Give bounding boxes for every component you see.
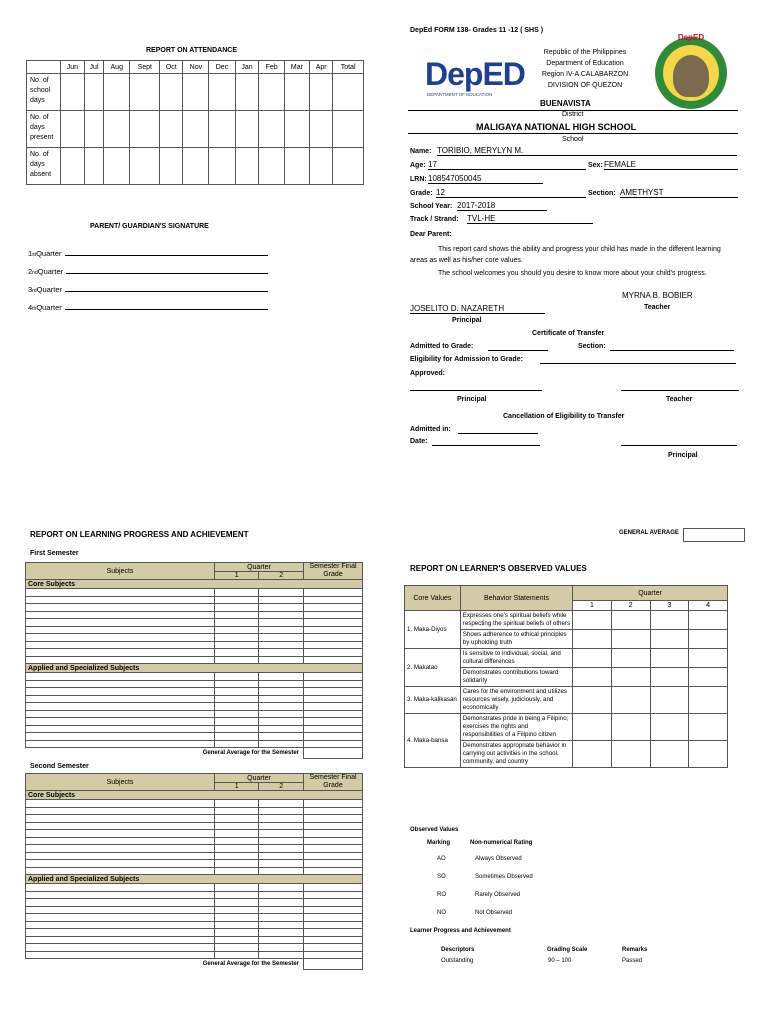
quarter-number: 2 bbox=[28, 267, 33, 276]
quarter-2-header: 2 bbox=[259, 572, 304, 580]
attendance-row bbox=[27, 111, 364, 148]
deped-logo bbox=[425, 56, 525, 106]
rating-cell[interactable] bbox=[650, 687, 689, 714]
rating-cell[interactable] bbox=[689, 687, 728, 714]
values-title: REPORT ON LEARNER'S OBSERVED VALUES bbox=[410, 564, 587, 573]
principal-label: Principal bbox=[452, 317, 482, 324]
signature-row bbox=[28, 294, 268, 312]
school-value: MALIGAYA NATIONAL HIGH SCHOOL bbox=[476, 122, 637, 132]
date-label: Date: bbox=[410, 438, 428, 445]
rating-text: Rarely Observed bbox=[475, 892, 521, 898]
rating-mark: RO bbox=[437, 892, 446, 898]
lrn-value: 108547050045 bbox=[428, 174, 543, 184]
subject-row[interactable] bbox=[26, 611, 363, 619]
values-quarter-number: 3 bbox=[650, 601, 689, 611]
remarks-header: Remarks bbox=[622, 947, 648, 953]
rating-mark: AO bbox=[437, 856, 446, 862]
attendance-cell[interactable] bbox=[183, 148, 209, 185]
descriptors-header: Descriptors bbox=[441, 947, 475, 953]
subject-row[interactable] bbox=[26, 891, 363, 899]
attendance-row bbox=[27, 74, 364, 111]
attendance-month-header: Oct bbox=[160, 61, 183, 74]
district-label: District bbox=[562, 111, 584, 118]
attendance-cell[interactable] bbox=[61, 148, 85, 185]
attendance-cell[interactable] bbox=[259, 111, 284, 148]
rating-legend-row bbox=[432, 874, 582, 892]
attendance-cell[interactable] bbox=[104, 148, 130, 185]
region-line: Region IV-A CALABARZON bbox=[541, 71, 629, 78]
department-line: Department of Education bbox=[546, 60, 624, 67]
behavior-statement: Demonstrates appropriate behavior in carrying out activities in the school, community, and country bbox=[460, 741, 572, 768]
subject-row[interactable] bbox=[26, 884, 363, 892]
attendance-cell[interactable] bbox=[284, 111, 309, 148]
quarter-ordinal: nd bbox=[32, 270, 38, 276]
form-title: DepEd FORM 138- Grades 11 -12 ( SHS ) bbox=[410, 27, 544, 34]
signature-row bbox=[28, 240, 268, 258]
rating-cell[interactable] bbox=[573, 741, 612, 768]
school-year-value: 2017-2018 bbox=[457, 201, 547, 211]
subject-row[interactable] bbox=[26, 688, 363, 696]
quarter-label: Quarter bbox=[36, 285, 63, 294]
eligibility-label: Eligibility for Admission to Grade: bbox=[410, 356, 523, 363]
second-semester-table bbox=[25, 773, 363, 970]
values-quarter-number: 1 bbox=[573, 601, 612, 611]
attendance-cell[interactable] bbox=[333, 148, 364, 185]
signature-row bbox=[28, 258, 268, 276]
subject-row[interactable] bbox=[26, 951, 363, 959]
behavior-statement: Demonstrates pride in being a Filipino; exercises the rights and responsibilities of a Filipino citizen bbox=[460, 714, 572, 741]
age-value: 17 bbox=[428, 160, 586, 170]
principal-name: JOSELITO D. NAZARETH bbox=[410, 304, 545, 314]
subject-row[interactable] bbox=[26, 680, 363, 688]
letter-paragraph-1: This report card shows the ability and progress your child has made in the different learning areas as well as his/her core values. bbox=[410, 246, 721, 264]
subject-row[interactable] bbox=[26, 710, 363, 718]
core-subjects-row: Core Subjects bbox=[26, 791, 363, 800]
transfer-teacher-label: Teacher bbox=[666, 396, 693, 403]
values-row bbox=[405, 611, 728, 630]
attendance-cell[interactable] bbox=[333, 111, 364, 148]
subject-row[interactable] bbox=[26, 589, 363, 597]
quarter-header: Quarter bbox=[215, 774, 304, 783]
subject-row[interactable] bbox=[26, 703, 363, 711]
core-value-label: 4. Maka-bansa bbox=[405, 714, 461, 768]
subject-row[interactable] bbox=[26, 845, 363, 853]
attendance-cell[interactable] bbox=[209, 74, 235, 111]
admitted-grade-label: Admitted to Grade: bbox=[410, 343, 474, 350]
core-value-label: 1. Maka-Diyos bbox=[405, 611, 461, 649]
attendance-row bbox=[27, 148, 364, 185]
attendance-month-header: Jun bbox=[61, 61, 85, 74]
semester-average-label: General Average for the Semester bbox=[202, 750, 299, 756]
sex-value: FEMALE bbox=[604, 160, 738, 170]
subject-row[interactable] bbox=[26, 822, 363, 830]
applied-subjects-row: Applied and Specialized Subjects bbox=[26, 875, 363, 884]
attendance-month-header: Aug bbox=[104, 61, 130, 74]
rating-legend-row bbox=[432, 856, 582, 874]
seal-text: DepED bbox=[677, 33, 705, 42]
attendance-cell[interactable] bbox=[160, 148, 183, 185]
final-grade-header: Semester Final Grade bbox=[304, 563, 363, 580]
subject-row[interactable] bbox=[26, 899, 363, 907]
behavior-statement: Cares for the environment and utilizes resources wisely, judiciously, and economically bbox=[460, 687, 572, 714]
subject-row[interactable] bbox=[26, 619, 363, 627]
rating-text: Always Observed bbox=[475, 856, 522, 862]
division-line: DIVISION OF QUEZON bbox=[547, 82, 623, 89]
track-value: TVL-HE bbox=[467, 214, 593, 224]
rating-cell[interactable] bbox=[611, 611, 650, 630]
signature-row bbox=[28, 276, 268, 294]
rating-cell[interactable] bbox=[650, 714, 689, 741]
signature-line[interactable] bbox=[65, 309, 268, 310]
quarter-number: 3 bbox=[28, 285, 33, 294]
general-average-box[interactable] bbox=[683, 528, 745, 542]
subject-row[interactable] bbox=[26, 626, 363, 634]
attendance-cell[interactable] bbox=[183, 111, 209, 148]
attendance-cell[interactable] bbox=[160, 74, 183, 111]
letter-paragraph-2: The school welcomes you should you desire to know more about your child's progress. bbox=[438, 270, 707, 277]
values-row bbox=[405, 714, 728, 741]
teacher-name: MYRNA B. BOBIER bbox=[622, 291, 693, 300]
quarter-1-header: 1 bbox=[215, 572, 259, 580]
subject-row[interactable] bbox=[26, 596, 363, 604]
rating-cell[interactable] bbox=[573, 630, 612, 649]
attendance-row-label: No. of days absent bbox=[27, 148, 61, 185]
behavior-header: Behavior Statements bbox=[460, 586, 572, 611]
rating-mark: NO bbox=[437, 910, 446, 916]
behavior-statement: Shows adherence to ethical principles by upholding truth bbox=[460, 630, 572, 649]
attendance-cell[interactable] bbox=[84, 111, 103, 148]
core-value-label: 3. Maka-kalikasan bbox=[405, 687, 461, 714]
core-value-label: 2. Makatao bbox=[405, 649, 461, 687]
cancellation-principal-label: Principal bbox=[668, 452, 698, 459]
quarter-1-header: 1 bbox=[215, 783, 259, 791]
subject-row[interactable] bbox=[26, 800, 363, 808]
attendance-month-header: Apr bbox=[310, 61, 333, 74]
rating-cell[interactable] bbox=[573, 687, 612, 714]
name-label: Name: bbox=[410, 148, 432, 155]
signature-line[interactable] bbox=[65, 255, 269, 256]
lpa-title: Learner Progress and Achievement bbox=[410, 928, 511, 934]
signature-title: PARENT/ GUARDIAN'S SIGNATURE bbox=[90, 223, 209, 230]
marking-header: Marking bbox=[427, 840, 451, 846]
attendance-month-header: Nov bbox=[183, 61, 209, 74]
rating-cell[interactable] bbox=[689, 611, 728, 630]
attendance-cell[interactable] bbox=[160, 111, 183, 148]
semester-average-cell[interactable] bbox=[304, 959, 363, 970]
remark-outstanding: Passed bbox=[622, 958, 643, 964]
attendance-cell[interactable] bbox=[333, 74, 364, 111]
quarter-ordinal: st bbox=[32, 252, 37, 258]
quarter-label: Quarter bbox=[36, 249, 62, 258]
attendance-cell[interactable] bbox=[235, 148, 259, 185]
subject-row[interactable] bbox=[26, 867, 363, 875]
signature-line[interactable] bbox=[66, 273, 268, 274]
subject-row[interactable] bbox=[26, 837, 363, 845]
subject-row[interactable] bbox=[26, 906, 363, 914]
transfer-principal-label: Principal bbox=[457, 396, 487, 403]
second-semester-label: Second Semester bbox=[30, 763, 89, 770]
rating-cell[interactable] bbox=[689, 649, 728, 668]
subjects-header: Subjects bbox=[26, 563, 215, 580]
rating-cell[interactable] bbox=[650, 668, 689, 687]
school-label: School bbox=[562, 136, 584, 143]
attendance-month-header: Total bbox=[333, 61, 364, 74]
core-values-header: Core Values bbox=[405, 586, 461, 611]
quarter-number: 4 bbox=[28, 303, 33, 312]
attendance-cell[interactable] bbox=[284, 74, 309, 111]
attendance-cell[interactable] bbox=[84, 148, 103, 185]
subject-row[interactable] bbox=[26, 740, 363, 748]
attendance-cell[interactable] bbox=[61, 74, 85, 111]
learning-title: REPORT ON LEARNING PROGRESS AND ACHIEVEMENT bbox=[30, 530, 249, 539]
values-row bbox=[405, 687, 728, 714]
attendance-cell[interactable] bbox=[130, 74, 160, 111]
rating-cell[interactable] bbox=[650, 611, 689, 630]
attendance-cell[interactable] bbox=[104, 111, 130, 148]
behavior-statement: Expresses one's spiritual beliefs while respecting the spiritual beliefs of others bbox=[460, 611, 572, 630]
attendance-table bbox=[26, 60, 364, 185]
rating-legend-row bbox=[432, 892, 582, 910]
attendance-cell[interactable] bbox=[61, 111, 85, 148]
approved-label: Approved: bbox=[410, 370, 445, 377]
quarter-header: Quarter bbox=[215, 563, 304, 572]
subject-row[interactable] bbox=[26, 725, 363, 733]
lrn-label: LRN: bbox=[410, 176, 427, 183]
attendance-row-label: No. of school days bbox=[27, 74, 61, 111]
subject-row[interactable] bbox=[26, 634, 363, 642]
quarter-label: Quarter bbox=[36, 303, 62, 312]
attendance-cell[interactable] bbox=[235, 74, 259, 111]
republic-line: Republic of the Philippines bbox=[543, 49, 627, 56]
cancellation-title: Cancellation of Eligibility to Transfer bbox=[503, 413, 625, 420]
quarter-ordinal: th bbox=[32, 306, 37, 312]
transfer-title: Certificate of Transfer bbox=[532, 330, 605, 337]
section-label: Section: bbox=[588, 190, 616, 197]
attendance-cell[interactable] bbox=[104, 74, 130, 111]
rating-cell[interactable] bbox=[650, 741, 689, 768]
subject-row[interactable] bbox=[26, 921, 363, 929]
attendance-cell[interactable] bbox=[259, 148, 284, 185]
attendance-month-header: Jul bbox=[84, 61, 103, 74]
rating-cell[interactable] bbox=[611, 668, 650, 687]
quarter-2-header: 2 bbox=[259, 783, 304, 791]
attendance-month-header: Mar bbox=[284, 61, 309, 74]
subject-row[interactable] bbox=[26, 604, 363, 612]
school-year-label: School Year: bbox=[410, 203, 453, 210]
attendance-cell[interactable] bbox=[284, 148, 309, 185]
core-subjects-row: Core Subjects bbox=[26, 580, 363, 589]
signature-list bbox=[28, 240, 268, 312]
subject-row[interactable] bbox=[26, 852, 363, 860]
grade-value: 12 bbox=[436, 188, 586, 198]
subject-row[interactable] bbox=[26, 944, 363, 952]
values-quarter-number: 2 bbox=[611, 601, 650, 611]
signature-line[interactable] bbox=[65, 291, 268, 292]
subject-row[interactable] bbox=[26, 807, 363, 815]
rating-cell[interactable] bbox=[650, 630, 689, 649]
sex-label: Sex: bbox=[588, 162, 603, 169]
values-table bbox=[404, 585, 728, 768]
teacher-label: Teacher bbox=[644, 304, 671, 311]
grading-scale-header: Grading Scale bbox=[547, 947, 588, 953]
rating-text: Sometimes Observed bbox=[475, 874, 533, 880]
attendance-cell[interactable] bbox=[310, 111, 333, 148]
rating-cell[interactable] bbox=[573, 649, 612, 668]
subject-row[interactable] bbox=[26, 815, 363, 823]
attendance-cell[interactable] bbox=[183, 74, 209, 111]
applied-subjects-row: Applied and Specialized Subjects bbox=[26, 664, 363, 673]
grade-label: Grade: bbox=[410, 190, 433, 197]
agency-block bbox=[525, 47, 645, 91]
attendance-corner bbox=[27, 61, 61, 74]
rating-mark: SO bbox=[437, 874, 446, 880]
ratings-list bbox=[432, 856, 582, 928]
attendance-cell[interactable] bbox=[310, 74, 333, 111]
general-average-label: GENERAL AVERAGE bbox=[619, 530, 679, 536]
subject-row[interactable] bbox=[26, 718, 363, 726]
attendance-month-header: Feb bbox=[259, 61, 284, 74]
final-grade-header: Semester Final Grade bbox=[304, 774, 363, 791]
section-value: AMETHYST bbox=[620, 188, 738, 198]
transfer-section-label: Section: bbox=[578, 343, 606, 350]
attendance-month-header: Dec bbox=[209, 61, 235, 74]
attendance-title: REPORT ON ATTENDANCE bbox=[146, 47, 237, 54]
attendance-cell[interactable] bbox=[130, 111, 160, 148]
deped-logo-text-main: DepED bbox=[425, 56, 525, 92]
rating-cell[interactable] bbox=[689, 668, 728, 687]
behavior-statement: Demonstrates contributions toward solidarity bbox=[460, 668, 572, 687]
behavior-statement: Is sensitive to individual, social, and cultural differences bbox=[460, 649, 572, 668]
subject-row[interactable] bbox=[26, 641, 363, 649]
district-value: BUENAVISTA bbox=[540, 99, 591, 108]
rating-legend-row bbox=[432, 910, 582, 928]
rating-cell[interactable] bbox=[611, 714, 650, 741]
rating-cell[interactable] bbox=[689, 741, 728, 768]
scale-outstanding: 90 – 100 bbox=[548, 958, 572, 964]
track-label: Track / Strand: bbox=[410, 216, 459, 223]
subject-row[interactable] bbox=[26, 695, 363, 703]
attendance-cell[interactable] bbox=[259, 74, 284, 111]
rating-cell[interactable] bbox=[573, 714, 612, 741]
subject-row[interactable] bbox=[26, 673, 363, 681]
subject-row[interactable] bbox=[26, 860, 363, 868]
attendance-month-header: Jan bbox=[235, 61, 259, 74]
attendance-cell[interactable] bbox=[235, 111, 259, 148]
values-quarter-header: Quarter bbox=[573, 586, 728, 601]
rating-text: Not Observed bbox=[475, 910, 513, 916]
attendance-cell[interactable] bbox=[310, 148, 333, 185]
subject-row[interactable] bbox=[26, 649, 363, 657]
values-row bbox=[405, 649, 728, 668]
deped-logo-subtext: DEPARTMENT OF EDUCATION bbox=[427, 92, 493, 97]
rating-cell[interactable] bbox=[573, 611, 612, 630]
subject-row[interactable] bbox=[26, 936, 363, 944]
semester-average-label: General Average for the Semester bbox=[202, 961, 299, 967]
deped-seal bbox=[655, 33, 727, 109]
quarter-number: 1 bbox=[28, 249, 33, 258]
semester-average-cell[interactable] bbox=[304, 748, 363, 759]
age-label: Age: bbox=[410, 162, 426, 169]
subject-row[interactable] bbox=[26, 929, 363, 937]
rating-cell[interactable] bbox=[573, 668, 612, 687]
values-quarter-number: 4 bbox=[689, 601, 728, 611]
attendance-cell[interactable] bbox=[130, 148, 160, 185]
quarter-ordinal: rd bbox=[32, 288, 37, 294]
rating-cell[interactable] bbox=[650, 649, 689, 668]
letter-greeting: Dear Parent: bbox=[410, 231, 452, 238]
subject-row[interactable] bbox=[26, 733, 363, 741]
rating-cell[interactable] bbox=[689, 714, 728, 741]
first-semester-label: First Semester bbox=[30, 550, 79, 557]
name-value: TORIBIO, MERYLYN M. bbox=[437, 146, 737, 156]
nonnum-header: Non-numerical Rating bbox=[470, 840, 533, 846]
attendance-cell[interactable] bbox=[209, 111, 235, 148]
first-semester-table bbox=[25, 562, 363, 759]
rating-cell[interactable] bbox=[611, 741, 650, 768]
subject-row[interactable] bbox=[26, 914, 363, 922]
rating-cell[interactable] bbox=[689, 630, 728, 649]
rating-cell[interactable] bbox=[611, 687, 650, 714]
attendance-month-header: Sept bbox=[130, 61, 160, 74]
rating-cell[interactable] bbox=[611, 649, 650, 668]
observed-values-title: Observed Values bbox=[410, 827, 459, 833]
subjects-header: Subjects bbox=[26, 774, 215, 791]
subject-row[interactable] bbox=[26, 656, 363, 664]
rating-cell[interactable] bbox=[611, 630, 650, 649]
attendance-cell[interactable] bbox=[209, 148, 235, 185]
quarter-label: Quarter bbox=[37, 267, 64, 276]
admitted-in-label: Admitted in: bbox=[410, 426, 451, 433]
attendance-cell[interactable] bbox=[84, 74, 103, 111]
deped-logo-text bbox=[425, 56, 525, 93]
attendance-row-label: No. of days present bbox=[27, 111, 61, 148]
subject-row[interactable] bbox=[26, 830, 363, 838]
descriptor-outstanding: Outstanding bbox=[441, 958, 474, 964]
